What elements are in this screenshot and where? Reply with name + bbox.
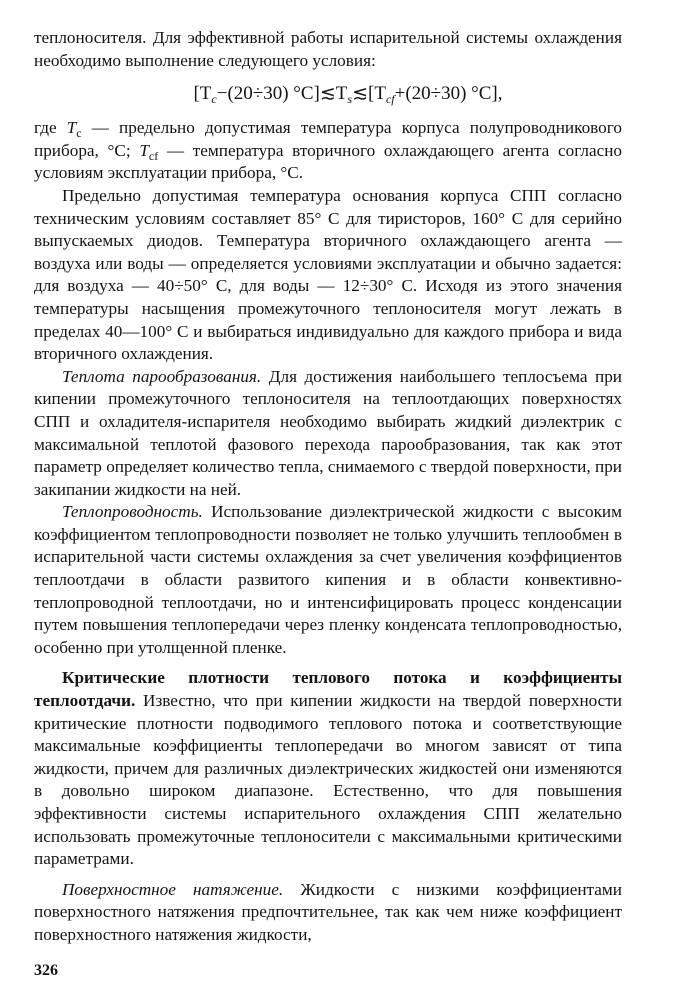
page-body	[34, 27, 622, 947]
paragraph-critical-heat-flux: Критические плотности теплового потока и коэффициенты теплоотдачи. Известно, что при кипении жидкости на твердой поверхности критические плотности подводимого теплового потока и соответствующие максимальные коэффициенты теплопередачи во многом зависят от типа жидкости, причем для различных диэлектрических жидкостей они изменяются в довольно широком диапазоне. Естественно, что для повышения эффективности системы испарительного охлаждения СПП желательно использовать промежуточные теплоносители с максимальными критическими параметрами.	[34, 668, 622, 869]
heading-surface-tension: Поверхностное натяжение.	[62, 879, 284, 899]
heading-critical-heat-flux: Критические плотности теплового потока и коэффициенты теплоотдачи.	[34, 668, 622, 711]
paragraph-definitions: где $T_c$ — предельно допустимая температура корпуса полупроводникового прибора, °C; $T_{cf}$ — температура вторичного охлаждающего агента согласно условиям эксплуатации прибора, °C.	[34, 118, 622, 183]
paragraph-surface-tension: Поверхностное натяжение. Жидкости с низкими коэффициентами поверхностного натяжения предпочтительнее, так как чем ниже коэффициент поверхностного натяжения жидкости,	[34, 879, 622, 944]
heading-heat-of-vaporization: Теплота парообразования.	[62, 366, 262, 386]
formula-condition: [$T_c-(20\div 30)$ $^\circ C]≲T_s≲[T_{cf}+(20\div 30)$ °C],	[193, 83, 503, 107]
paragraph-thermal-conductivity: Теплопроводность. Использование диэлектрической жидкости с высоким коэффициентом теплопроводности позволяет не только улучшить теплообмен в испарительной части системы охлаждения за счет увеличения коэффициентов теплоотдачи в области развитого кипения и в области конвективно-теплопроводной теплоотдачи, но и интенсифицировать процесс конденсации путем повышения теплопередачи через пленку конденсата теплопроводностью, особенно при утолщенной пленке.	[34, 502, 622, 657]
paragraph-temperature: Предельно допустимая температура основания корпуса СПП согласно техническим условиям составляет 85° C для тиристоров, 160° C для серийно выпускаемых диодов. Температура вторичного охлаждающего агента — воздуха или воды — определяется условиями эксплуатации и обычно задается: для воздуха — 40÷50° C, для воды — 12÷30° C. Исходя из этого значения температуры насыщения промежуточного теплоносителя могут лежать в пределах 40—100° C и выбираться индивидуально для каждого прибора и вида вторичного охлаждения.	[34, 185, 622, 364]
paragraph-intro: теплоносителя. Для эффективной работы испарительной системы охлаждения необходимо выполнение следующего условия:	[34, 28, 622, 70]
heading-thermal-conductivity: Теплопроводность.	[62, 502, 203, 522]
page-number: 326	[34, 962, 58, 979]
paragraph-heat-of-vaporization: Теплота парообразования. Для достижения наибольшего теплосъема при кипении промежуточного теплоносителя на теплоотдающих поверхностях СПП и охладителя-испарителя необходимо выбирать жидкий диэлектрик с максимальной теплотой фазового перехода парообразования, так как этот параметр определяет количество тепла, снимаемого с твердой поверхности, при закипании жидкости на ней.	[34, 366, 622, 499]
